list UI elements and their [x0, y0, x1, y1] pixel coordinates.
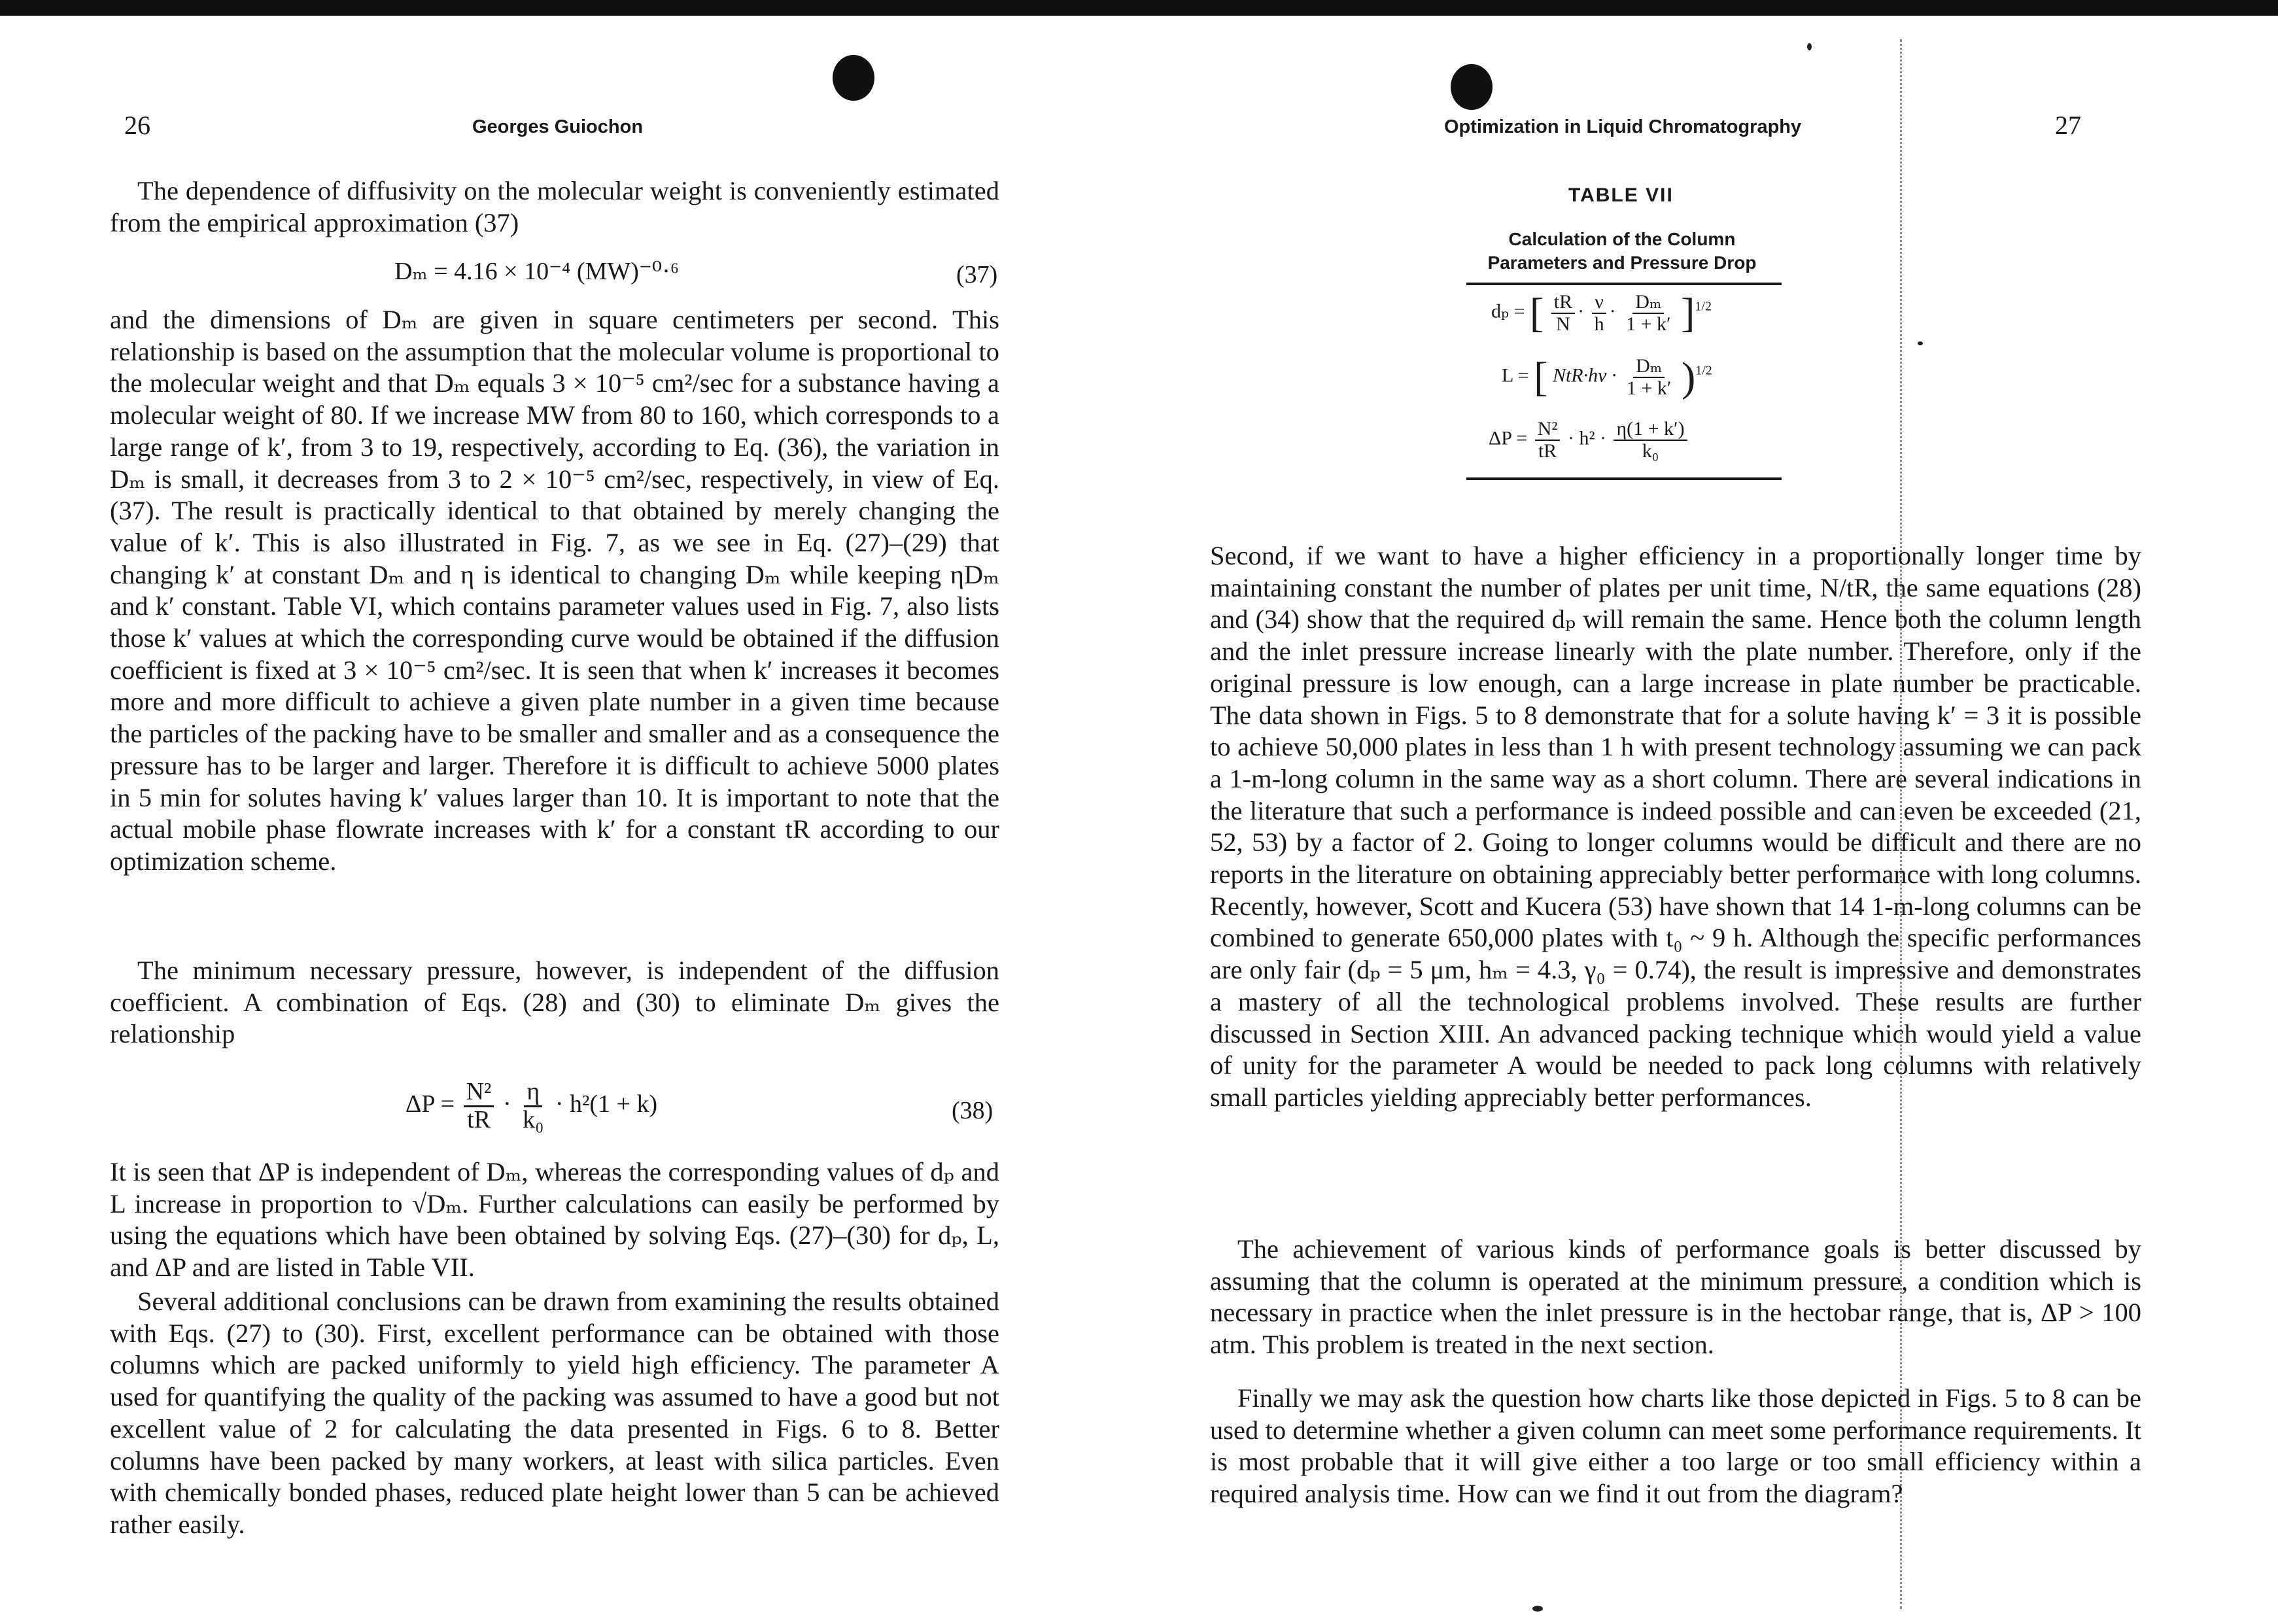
paragraph: It is seen that ΔP is independent of Dₘ, whereas the corresponding values of dₚ and L increase in proportion to √Dₘ. Further calculations can easily be performed by using the equations which have been obtained by solving Eqs. (27)–(30) for dₚ, L, and ΔP and are listed in Table VII.: [110, 1157, 999, 1283]
fraction: [1623, 292, 1673, 334]
equation-37: Dₘ = 4.16 × 10⁻⁴ (MW)⁻⁰·⁶: [394, 258, 680, 285]
exponent: 1/2: [1695, 363, 1712, 378]
fraction: [520, 1079, 546, 1133]
table-caption-line: Parameters and Pressure Drop: [1487, 252, 1757, 273]
left-page: [0, 0, 1138, 1624]
table-title: TABLE VII: [1568, 184, 1674, 206]
denominator: k₀: [523, 1105, 544, 1133]
equation-38: [406, 1079, 657, 1133]
dot-operator: ·: [502, 1090, 511, 1118]
table-caption-line: Calculation of the Column: [1508, 229, 1736, 249]
numerator: η(1 + k′): [1614, 419, 1687, 441]
paragraph: and the dimensions of Dₘ are given in square centimeters per second. This relationship is based on the assumption that the molecular volume is proportional to the molecular weight and that Dₘ equals 3 × 10⁻⁵ cm²/sec for a substance having a molecular weight of 80. If we increase MW from 80 to 160, which corresponds to a large range of k′, from 3 to 19, respectively, according to Eq. (36), the variation in Dₘ is small, it decreases from 3 to 2 × 10⁻⁵ cm²/sec, respectively, in view of Eq. (37). The result is practically identical to that obtained by merely changing the value of k′. This is also illustrated in Fig. 7, as we see in Eq. (27)–(29) that changing k′ at constant Dₘ and η is identical to changing Dₘ while keeping ηDₘ and k′ constant. Table VI, which contains parameter values used in Fig. 7, also lists those k′ values at which the corresponding curve would be obtained if the diffusion coefficient is fixed at 3 × 10⁻⁵ cm²/sec. It is seen that when k′ increases it becomes more and more difficult to achieve a given plate number in a given time because the particles of the packing have to be smaller and smaller and as a consequence the pressure has to be larger and larger. Therefore it is difficult to achieve 5000 plates in 5 min for solutes having k′ values larger than 10. It is important to note that the actual mobile phase flowrate increases with k′ for a constant tR according to our optimization scheme.: [110, 305, 999, 876]
denominator: tR: [1538, 440, 1557, 462]
page-number: 26: [124, 111, 150, 140]
exponent: 1/2: [1695, 299, 1712, 314]
denominator: N: [1556, 313, 1570, 335]
numerator: Dₘ: [1633, 356, 1665, 378]
equation-rest: · h²(1 + k): [555, 1090, 658, 1118]
fraction: [1592, 292, 1607, 334]
denominator: h: [1594, 313, 1604, 335]
fraction: [1551, 292, 1575, 334]
row-lhs: L =: [1502, 364, 1529, 387]
fraction: [1614, 419, 1687, 461]
denominator: 1 + k′: [1626, 377, 1672, 399]
page-number: 27: [2055, 111, 2081, 140]
denominator: k₀: [1642, 440, 1659, 462]
row-lhs: ΔP =: [1489, 427, 1528, 449]
fraction: [1535, 419, 1561, 461]
equation-number: (37): [956, 261, 998, 288]
numerator: η: [524, 1079, 542, 1107]
paragraph: The minimum necessary pressure, however, is independent of the diffusion coefficient. A combination of Eqs. (28) and (30) to eliminate Dₘ gives the relationship: [110, 956, 999, 1049]
paragraph: Second, if we want to have a higher efficiency in a proportionally longer time by maintaining constant the number of plates per unit time, N/tR, the same equations (28) and (34) show that the required dₚ will remain the same. Hence both the column length and the inlet pressure increase linearly with the plate number. Therefore, only if the original pressure is low enough, can a large increase in plate number be practicable. The data shown in Figs. 5 to 8 demonstrate that for a solute having k′ = 3 it is possible to achieve 50,000 plates in less than 1 h with present technology assuming we can pack a 1-m-long column in the same way as a short column. There are several indications in the literature that such a performance is indeed possible and can even be exceeded (21, 52, 53) by a factor of 2. Going to longer columns would be difficult and there are no reports in the literature on obtaining appreciably better performance with long columns. Recently, however, Scott and Kucera (53) have shown that 14 1-m-long columns can be combined to generate 650,000 plates with t₀ ~ 9 h. Although the specific performances are only fair (dₚ = 5 μm, hₘ = 4.3, γ₀ = 0.74), the result is impressive and demonstrates a mastery of all the technological problems involved. These results are further discussed in Section XIII. An advanced packing technique which would yield a value of unity for the parameter A would be needed to pack long columns with relatively small particles yielding appreciably better performances.: [1210, 541, 2141, 1112]
paragraph: The achievement of various kinds of performance goals is better discussed by assuming that the column is operated at the minimum pressure, a condition which is necessary in practice when the inlet pressure is in the hectobar range, that is, ΔP > 100 atm. This problem is treated in the next section.: [1210, 1234, 2141, 1360]
denominator: tR: [467, 1105, 491, 1133]
table-row-pressure-drop: [1489, 419, 1690, 461]
numerator: N²: [1535, 419, 1561, 441]
row-term: NtR·hν ·: [1552, 364, 1617, 387]
running-head: Optimization in Liquid Chromatography: [1444, 116, 1802, 137]
numerator: N²: [464, 1079, 494, 1107]
table-row-length: L = [ NtR·hν · $\frac{\text{Dₘ}}{1 + k'}$ )$^{1/2}$: [1502, 353, 1712, 400]
paragraph: The dependence of diffusivity on the molecular weight is conveniently estimated from the empirical approximation (37): [110, 176, 999, 237]
running-head: Georges Guiochon: [472, 116, 644, 137]
paragraph: Several additional conclusions can be drawn from examining the results obtained with Eqs. (27) to (30). First, excellent performance can be obtained with those columns which are packed uniformly to yield high efficiency. The parameter A used for quantifying the quality of the packing was assumed to have a good but not excellent value of 2 for calculating the data presented in Figs. 6 to 8. Better columns have been packed by many workers, at least with silica particles. Even with chemically bonded phases, reduced plate height lower than 5 can be achieved rather easily.: [110, 1287, 999, 1539]
fraction: [464, 1079, 494, 1133]
row-term: · h² ·: [1567, 427, 1606, 449]
numerator: ν: [1592, 292, 1606, 314]
table-top-rule: [1466, 283, 1782, 285]
equation-lhs: ΔP =: [406, 1090, 455, 1118]
equation-number: (38): [952, 1097, 993, 1124]
row-lhs: dₚ =: [1491, 300, 1525, 322]
right-page: [1138, 0, 2278, 1624]
denominator: 1 + k′: [1626, 313, 1671, 335]
paragraph: Finally we may ask the question how charts like those depicted in Figs. 5 to 8 can be used to determine whether a given column can meet some performance requirements. It is most probable that it will give either a too large or too small efficiency within a required analysis time. How can we find it out from the diagram?: [1210, 1383, 2141, 1509]
numerator: tR: [1551, 292, 1575, 314]
numerator: Dₘ: [1632, 292, 1664, 314]
table-row-dp: dₚ = [ $\frac{tR}{N}$ · $\frac{\nu}{h}$ · $\frac{\text{Dₘ}}{1 + k'}$ ]$^{1/2}$: [1491, 289, 1712, 336]
table-bottom-rule: [1466, 477, 1782, 480]
fraction: [1624, 356, 1674, 398]
